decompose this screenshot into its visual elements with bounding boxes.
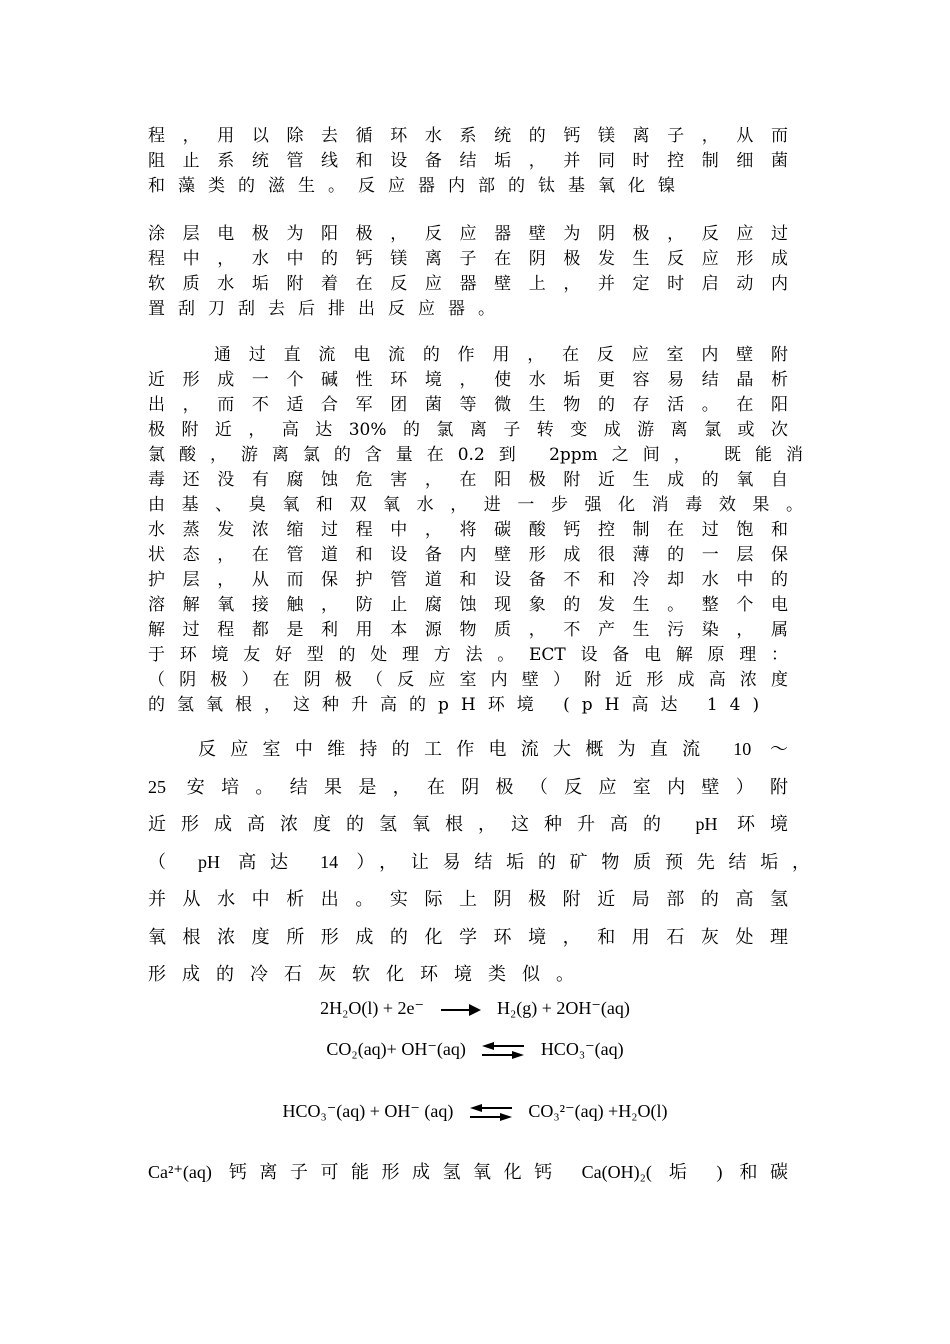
equation-2-right: HCO₃⁻(aq) [540, 1039, 624, 1059]
paragraph-4 [148, 731, 810, 994]
text-line: 由基、臭氧和双氧水，进一步强化消毒效果。 [148, 495, 803, 515]
text-line: 并从水中析出。实际上阴极附近局部的高氢 [148, 889, 788, 909]
text-line: 阻止系统管线和设备结垢，并同时控制细菌 [148, 151, 788, 171]
text-line: （ pH 高达 14 ），让易结垢的矿物质预先结垢， [148, 851, 810, 872]
final-text-line: Ca²⁺(aq) 钙离子可能形成氢氧化钙 Ca(OH)₂( 垢 ) 和碳 [148, 1162, 788, 1182]
paragraph-2 [148, 222, 788, 322]
equilibrium-arrow-icon [470, 1104, 512, 1122]
text-line: 氯酸，游离氯的含量在0.2到 2ppm之间， 既能消 [148, 445, 803, 465]
text-line: 程，用以除去循环水系统的钙镁离子，从而 [148, 126, 788, 146]
text-line: 和藻类的滋生。反应器内部的钛基氧化镍 [148, 176, 688, 196]
text-line: 毒还没有腐蚀危害，在阳极附近生成的氧自 [148, 470, 788, 490]
text-line: 溶解氧接触，防止腐蚀现象的发生。整个电 [148, 595, 788, 615]
text-line: 近形成一个碱性环境，使水垢更容易结晶析 [148, 370, 788, 390]
equation-1-left: 2H₂O(l) + 2e⁻ [320, 998, 424, 1018]
equation-2 [0, 1039, 950, 1060]
text-line: 的氢氧根，这种升高的pH环境 (pH高达 14) [148, 695, 772, 715]
text-line: 近形成高浓度的氢氧根，这种升高的 pH 环境 [148, 814, 788, 834]
text-line: 形成的冷石灰软化环境类似。 [148, 964, 590, 984]
text-line: 通过直流电流的作用，在反应室内壁附 [214, 345, 788, 365]
text-line: 涂层电极为阳极，反应器壁为阴极，反应过 [148, 224, 788, 244]
text-line: 状态，在管道和设备内壁形成很薄的一层保 [148, 545, 788, 565]
equation-1 [0, 998, 950, 1019]
text-line: 解过程都是利用本源物质，不产生污染，属 [148, 620, 788, 640]
text-line: 软质水垢附着在反应器壁上，并定时启动内 [148, 274, 788, 294]
text-line: 氧根浓度所形成的化学环境，和用石灰处理 [148, 926, 788, 947]
text-line: （阴极）在阴极（反应室内壁）附近形成高浓度 [148, 670, 788, 690]
text-line: 出，而不适合军团菌等微生物的存活。在阳 [148, 395, 788, 415]
text-line: 程中，水中的钙镁离子在阴极发生反应形成 [148, 249, 788, 269]
text-line: 极附近，高达30%的氯离子转变成游离氯或次 [148, 420, 788, 440]
text-line: 置刮刀刮去后排出反应器。 [148, 299, 508, 319]
text-line: 25 安培。结果是，在阴极（反应室内壁）附 [148, 776, 788, 797]
text-line: 护层，从而保护管道和设备不和冷却水中的 [148, 570, 788, 590]
equation-2-left: CO₂(aq)+ OH⁻(aq) [326, 1039, 466, 1059]
paragraph-3 [148, 343, 803, 718]
text-line: 于环境友好型的处理方法。ECT设备电解原理： [148, 645, 788, 665]
equation-3 [0, 1101, 950, 1122]
text-line: 水蒸发浓缩过程中，将碳酸钙控制在过饱和 [148, 520, 788, 540]
equation-3-left: HCO₃⁻(aq) + OH⁻ (aq) [282, 1101, 454, 1121]
equilibrium-arrow-icon [482, 1042, 524, 1060]
paragraph-1 [148, 124, 788, 199]
equation-1-right: H₂(g) + 2OH⁻(aq) [497, 998, 630, 1018]
equation-3-right: CO₃²⁻(aq) +H₂O(l) [528, 1101, 668, 1121]
right-arrow-icon [441, 1003, 481, 1017]
text-line: 反应室中维持的工作电流大概为直流 10 ～ [198, 739, 788, 759]
